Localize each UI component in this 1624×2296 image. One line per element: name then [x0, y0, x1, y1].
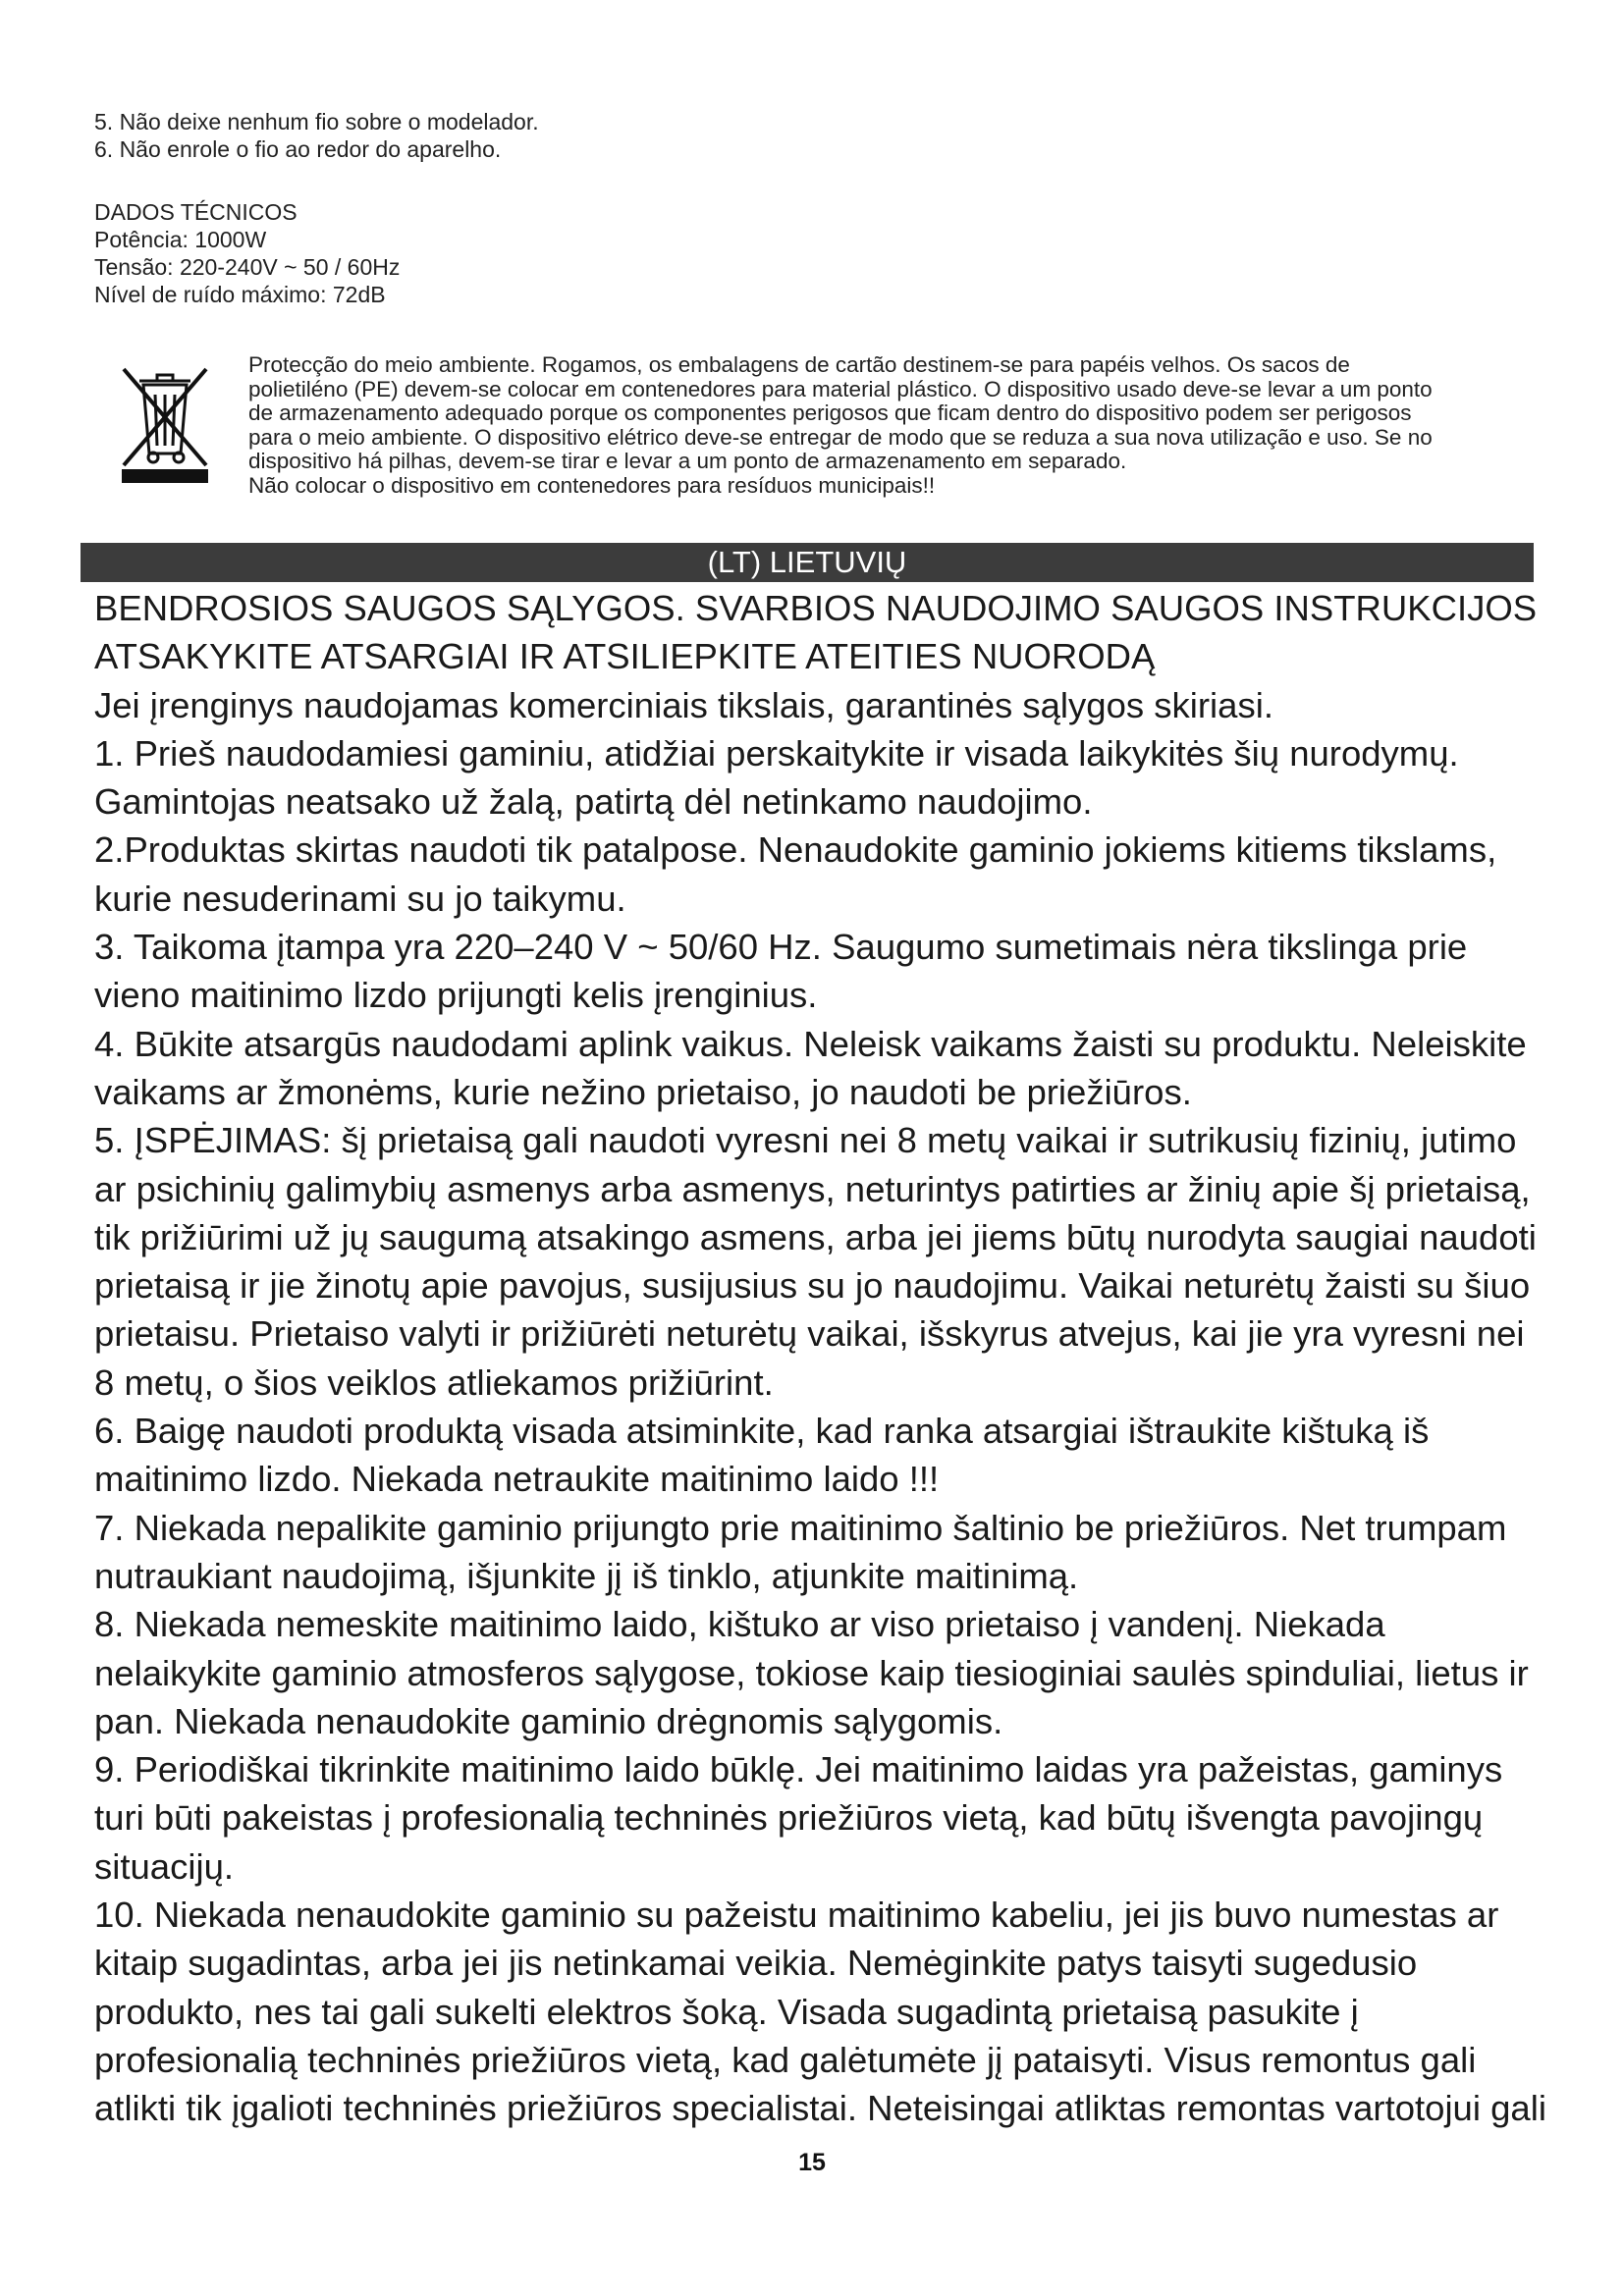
lt-text-line: kurie nesuderinami su jo taikymu.: [94, 878, 626, 919]
lt-text-line: 3. Taikoma įtampa yra 220–240 V ~ 50/60 Hz. Saugumo sumetimais nėra tikslinga prie: [94, 927, 1468, 968]
pt-list-item: 6. Não enrole o fio ao redor do aparelho.: [94, 136, 502, 162]
lt-text-line: maitinimo lizdo. Niekada netraukite maitinimo laido !!!: [94, 1459, 940, 1500]
tech-noise: Nível de ruído máximo: 72dB: [94, 282, 386, 307]
lt-text-line: 5. ĮSPĖJIMAS: šį prietaisą gali naudoti vyresni nei 8 metų vaikai ir sutrikusių fizinių, jutimo: [94, 1120, 1517, 1161]
lt-text-line: 1. Prieš naudodamiesi gaminiu, atidžiai perskaitykite ir visada laikykitės šių nurodymų.: [94, 732, 1459, 774]
lt-text-line: produkto, nes tai gali sukelti elektros šoką. Visada sugadintą prietaisą pasukite į: [94, 1991, 1359, 2032]
environment-line: Protecção do meio ambiente. Rogamos, os embalagens de cartão destinem-se para papéis velhos. Os sacos de: [248, 352, 1350, 377]
tech-voltage: Tensão: 220-240V ~ 50 / 60Hz: [94, 254, 401, 280]
lt-text-line: ATSAKYKITE ATSARGIAI IR ATSILIEPKITE ATEITIES NUORODĄ: [94, 636, 1156, 677]
lt-text-line: 6. Baigę naudoti produktą visada atsiminkite, kad ranka atsargiai ištraukite kištuką iš: [94, 1411, 1430, 1452]
lt-text-line: 10. Niekada nenaudokite gaminio su pažeistu maitinimo kabeliu, jei jis buvo numestas ar: [94, 1895, 1499, 1936]
environment-text: [248, 353, 1623, 498]
environment-line: de armazenamento adequado porque os componentes perigosos que ficam dentro do dispositivo podem ser perigosos: [248, 400, 1412, 425]
lt-text-line: 4. Būkite atsargūs naudodami aplink vaikus. Neleisk vaikams žaisti su produktu. Neleiskite: [94, 1023, 1527, 1064]
lt-text-line: situacijų.: [94, 1845, 235, 1887]
lt-text-line: vaikams ar žmonėms, kurie nežino prietaiso, jo naudoti be priežiūros.: [94, 1071, 1192, 1112]
lt-text-line: kitaip sugadintas, arba jei jis netinkamai veikia. Nemėginkite patys taisyti sugedusio: [94, 1943, 1418, 1984]
lt-text-line: 8. Niekada nemeskite maitinimo laido, kištuko ar viso prietaiso į vandenį. Niekada: [94, 1604, 1385, 1645]
environment-line: para o meio ambiente. O dispositivo elétrico deve-se entregar de modo que se reduza a sua nova utilização e uso. Se no: [248, 424, 1433, 450]
lt-text-line: vieno maitinimo lizdo prijungti kelis įrenginius.: [94, 975, 818, 1016]
lt-text-line: Gamintojas neatsako už žalą, patirtą dėl netinkamo naudojimo.: [94, 781, 1093, 823]
language-section-header: (LT) LIETUVIŲ: [81, 543, 1534, 582]
environment-line: polietiléno (PE) devem-se colocar em contenedores para material plástico. O dispositivo usado deve-se levar a um ponto: [248, 376, 1433, 401]
page-number: 15: [798, 2149, 826, 2176]
lt-text-line: tik prižiūrimi už jų saugumą atsakingo asmens, arba jei jiems būtų nurodyta saugiai naudoti: [94, 1216, 1537, 1257]
portuguese-section: [94, 108, 1528, 308]
lt-text-line: Jei įrenginys naudojamas komerciniais tikslais, garantinės sąlygos skiriasi.: [94, 684, 1273, 725]
weee-bar: [122, 469, 208, 483]
weee-crossed-bin-icon: [114, 359, 216, 485]
lithuanian-section: [94, 584, 1546, 2133]
lt-text-line: 7. Niekada nepalikite gaminio prijungto prie maitinimo šaltinio be priežiūros. Net trumpam: [94, 1507, 1507, 1548]
lt-text-line: prietaisą ir jie žinotų apie pavojus, susijusius su jo naudojimu. Vaikai neturėtų žaisti su šiuo: [94, 1265, 1531, 1307]
lt-text-line: 8 metų, o šios veiklos atliekamos prižiūrint.: [94, 1362, 774, 1403]
environment-notice: [94, 353, 1528, 520]
environment-line: dispositivo há pilhas, devem-se tirar e levar a um ponto de armazenamento em separado.: [248, 449, 1127, 473]
lt-text-line: turi būti pakeistas į profesionalią techninės priežiūros vietą, kad būtų išvengta pavojingų: [94, 1797, 1484, 1839]
tech-data-heading: DADOS TÉCNICOS: [94, 199, 298, 225]
pt-list-item: 5. Não deixe nenhum fio sobre o modelador.: [94, 109, 539, 134]
lt-text-line: BENDROSIOS SAUGOS SĄLYGOS. SVARBIOS NAUDOJIMO SAUGOS INSTRUKCIJOS: [94, 588, 1538, 628]
lt-text-line: prietaisu. Prietaiso valyti ir prižiūrėti neturėtų vaikai, išskyrus atvejus, kai jie yra vyresni nei: [94, 1313, 1525, 1355]
lt-text-line: nelaikykite gaminio atmosferos sąlygose, tokiose kaip tiesioginiai saulės spinduliai, lietus ir: [94, 1652, 1529, 1693]
tech-power: Potência: 1000W: [94, 227, 267, 252]
spacer: [94, 163, 1528, 198]
lt-text-line: 2.Produktas skirtas naudoti tik patalpose. Nenaudokite gaminio jokiems kitiems tikslams,: [94, 829, 1497, 871]
lt-text-line: nutraukiant naudojimą, išjunkite jį iš tinklo, atjunkite maitinimą.: [94, 1555, 1079, 1596]
environment-line: Não colocar o dispositivo em contenedores para resíduos municipais!!: [248, 472, 936, 498]
lt-text-line: ar psichinių galimybių asmenys arba asmenys, neturintys patirties ar žinių apie šį prietaisą,: [94, 1168, 1531, 1209]
lt-text-line: 9. Periodiškai tikrinkite maitinimo laido būklę. Jei maitinimo laidas yra pažeistas, gaminys: [94, 1749, 1503, 1790]
lt-text-line: atlikti tik įgalioti techninės priežiūros specialistai. Neteisingai atliktas remontas vartotojui gali: [94, 2088, 1546, 2129]
lt-text-line: pan. Niekada nenaudokite gaminio drėgnomis sąlygomis.: [94, 1700, 1003, 1741]
lt-text-line: profesionalią techninės priežiūros vietą, kad galėtumėte jį pataisyti. Visus remontus gali: [94, 2039, 1477, 2080]
